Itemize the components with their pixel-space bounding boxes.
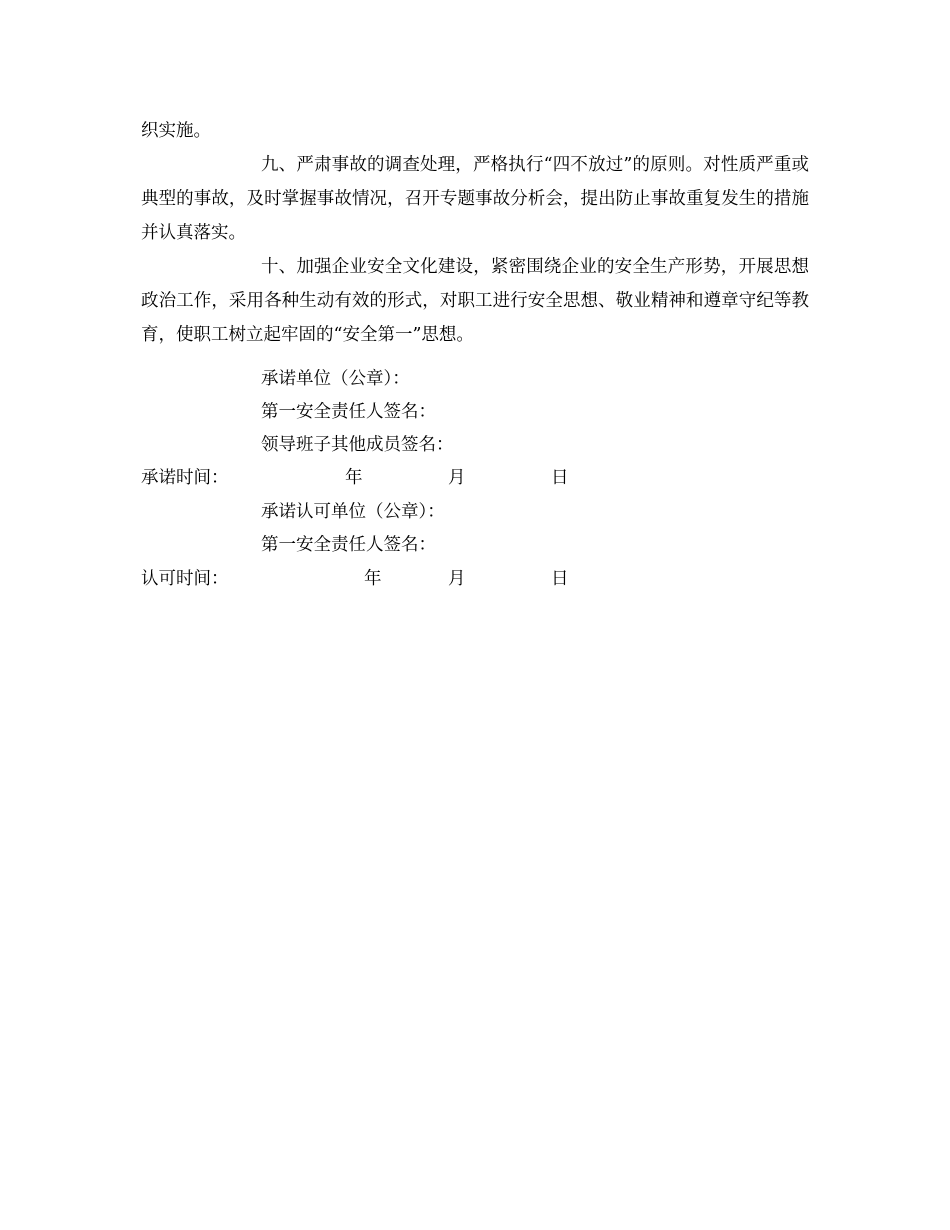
document-body bbox=[141, 114, 809, 352]
approval-unit-label: 承诺认可单位（公章）： bbox=[261, 502, 445, 522]
commitment-month-label: 月 bbox=[448, 468, 466, 488]
continuation-line: 织实施。 bbox=[141, 121, 211, 141]
commitment-unit-label: 承诺单位（公章）： bbox=[261, 369, 410, 389]
approval-time-label: 认可时间： bbox=[141, 569, 229, 589]
approval-month-label: 月 bbox=[448, 569, 466, 589]
commitment-day-label: 日 bbox=[551, 468, 569, 488]
approval-responsible-sign-label: 第一安全责任人签名： bbox=[261, 535, 436, 555]
paragraph-ten: 十、加强企业安全文化建设，紧密围绕企业的安全生产形势，开展思想政治工作，采用各种生动有效的形式，对职工进行安全思想、敬业精神和遵章守纪等教育，使职工树立起牢固的“安全第一”思想。 bbox=[141, 257, 809, 345]
commitment-time-label: 承诺时间： bbox=[141, 468, 229, 488]
commitment-year-label: 年 bbox=[345, 468, 363, 488]
approval-day-label: 日 bbox=[551, 569, 569, 589]
commitment-members-sign-label: 领导班子其他成员签名： bbox=[261, 435, 454, 455]
paragraph-nine: 九、严肃事故的调查处理，严格执行“四不放过”的原则。对性质严重或典型的事故，及时掌握事故情况，召开专题事故分析会，提出防止事故重复发生的措施并认真落实。 bbox=[141, 155, 809, 243]
commitment-responsible-sign-label: 第一安全责任人签名： bbox=[261, 402, 436, 422]
approval-year-label: 年 bbox=[364, 569, 382, 589]
